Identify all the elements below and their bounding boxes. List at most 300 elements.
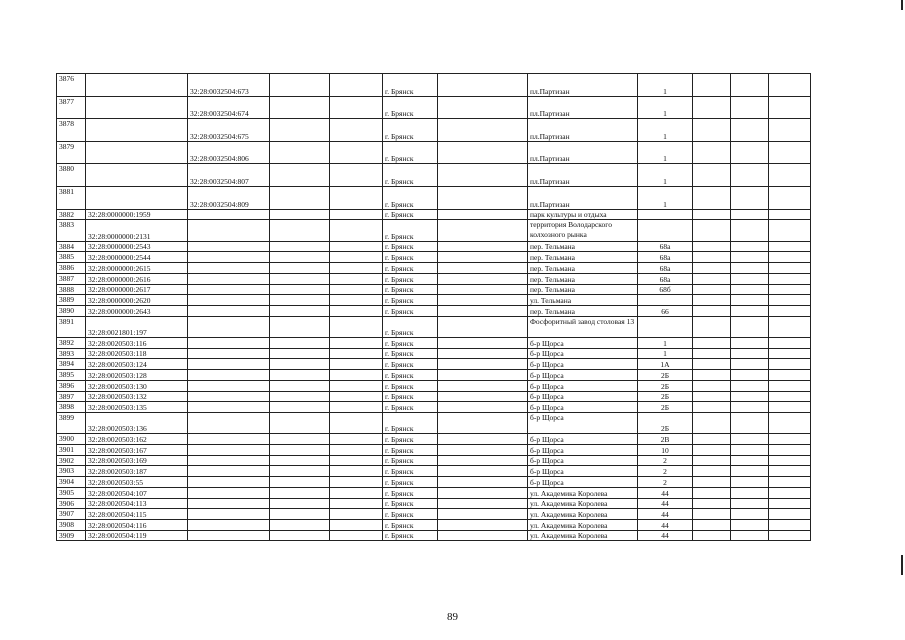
edge-mark-top-right bbox=[901, 0, 903, 10]
empty-cell bbox=[693, 434, 731, 445]
empty-cell bbox=[438, 141, 528, 164]
cadastral-number-alt-cell bbox=[188, 509, 270, 520]
street-cell: б-р Щорса bbox=[528, 380, 638, 391]
house-number-cell: 2Б bbox=[638, 391, 693, 402]
empty-cell bbox=[330, 498, 383, 509]
cadastral-number-cell: 32:28:0020503:162 bbox=[86, 434, 188, 445]
empty-cell bbox=[769, 380, 811, 391]
cadastral-number-cell: 32:28:0000000:2616 bbox=[86, 273, 188, 284]
empty-cell bbox=[769, 141, 811, 164]
empty-cell bbox=[330, 380, 383, 391]
row-number-cell: 3894 bbox=[57, 359, 86, 370]
empty-cell bbox=[731, 74, 769, 97]
empty-cell bbox=[438, 209, 528, 220]
table-row bbox=[57, 186, 811, 209]
city-cell: г. Брянск bbox=[383, 220, 438, 242]
row-number-cell: 3899 bbox=[57, 412, 86, 434]
empty-cell bbox=[769, 252, 811, 263]
street-cell: пер. Тельмана bbox=[528, 241, 638, 252]
street-cell: б-р Щорса bbox=[528, 359, 638, 370]
empty-cell bbox=[270, 209, 330, 220]
empty-cell bbox=[438, 487, 528, 498]
empty-cell bbox=[438, 519, 528, 530]
empty-cell bbox=[693, 164, 731, 187]
house-number-cell: 2Б bbox=[638, 380, 693, 391]
street-cell: б-р Щорса bbox=[528, 445, 638, 456]
table-row bbox=[57, 209, 811, 220]
empty-cell bbox=[769, 164, 811, 187]
empty-cell bbox=[731, 220, 769, 242]
empty-cell bbox=[731, 412, 769, 434]
empty-cell bbox=[438, 509, 528, 520]
empty-cell bbox=[270, 96, 330, 119]
empty-cell bbox=[270, 380, 330, 391]
cadastral-number-cell: 32:28:0000000:2131 bbox=[86, 220, 188, 242]
cadastral-number-cell: 32:28:0020504:115 bbox=[86, 509, 188, 520]
house-number-cell: 10 bbox=[638, 445, 693, 456]
city-cell: г. Брянск bbox=[383, 370, 438, 381]
row-number-cell: 3883 bbox=[57, 220, 86, 242]
empty-cell bbox=[769, 96, 811, 119]
empty-cell bbox=[438, 391, 528, 402]
empty-cell bbox=[270, 477, 330, 488]
empty-cell bbox=[438, 445, 528, 456]
table-row bbox=[57, 241, 811, 252]
house-number-cell: 44 bbox=[638, 498, 693, 509]
row-number-cell: 3880 bbox=[57, 164, 86, 187]
table-row bbox=[57, 487, 811, 498]
street-cell: территория Володарского колхозного рынка bbox=[528, 220, 638, 242]
empty-cell bbox=[330, 445, 383, 456]
empty-cell bbox=[438, 359, 528, 370]
cadastral-number-alt-cell: 32:28:0032504:807 bbox=[188, 164, 270, 187]
empty-cell bbox=[330, 455, 383, 466]
empty-cell bbox=[270, 434, 330, 445]
empty-cell bbox=[330, 509, 383, 520]
row-number-cell: 3884 bbox=[57, 241, 86, 252]
table-row bbox=[57, 380, 811, 391]
row-number-cell: 3896 bbox=[57, 380, 86, 391]
cadastral-number-alt-cell: 32:28:0032504:806 bbox=[188, 141, 270, 164]
cadastral-number-alt-cell bbox=[188, 220, 270, 242]
city-cell: г. Брянск bbox=[383, 519, 438, 530]
empty-cell bbox=[270, 445, 330, 456]
empty-cell bbox=[270, 487, 330, 498]
house-number-cell: 44 bbox=[638, 519, 693, 530]
empty-cell bbox=[330, 252, 383, 263]
street-cell: пер. Тельмана bbox=[528, 284, 638, 295]
row-number-cell: 3882 bbox=[57, 209, 86, 220]
house-number-cell: 44 bbox=[638, 509, 693, 520]
house-number-cell: 2Б bbox=[638, 412, 693, 434]
empty-cell bbox=[693, 241, 731, 252]
empty-cell bbox=[330, 477, 383, 488]
city-cell: г. Брянск bbox=[383, 380, 438, 391]
empty-cell bbox=[769, 209, 811, 220]
empty-cell bbox=[769, 487, 811, 498]
cadastral-number-cell bbox=[86, 141, 188, 164]
row-number-cell: 3888 bbox=[57, 284, 86, 295]
empty-cell bbox=[693, 477, 731, 488]
table-row bbox=[57, 434, 811, 445]
street-cell: ул. Академика Королева bbox=[528, 487, 638, 498]
street-cell: ул. Тельмана bbox=[528, 295, 638, 306]
cadastral-number-cell: 32:28:0020503:130 bbox=[86, 380, 188, 391]
empty-cell bbox=[330, 412, 383, 434]
empty-cell bbox=[731, 141, 769, 164]
empty-cell bbox=[270, 295, 330, 306]
cadastral-number-cell: 32:28:0020503:135 bbox=[86, 402, 188, 413]
empty-cell bbox=[270, 412, 330, 434]
house-number-cell bbox=[638, 209, 693, 220]
city-cell: г. Брянск bbox=[383, 445, 438, 456]
empty-cell bbox=[769, 455, 811, 466]
empty-cell bbox=[731, 241, 769, 252]
city-cell: г. Брянск bbox=[383, 487, 438, 498]
empty-cell bbox=[731, 295, 769, 306]
empty-cell bbox=[731, 348, 769, 359]
cadastral-number-alt-cell bbox=[188, 338, 270, 349]
city-cell: г. Брянск bbox=[383, 509, 438, 520]
table-row bbox=[57, 348, 811, 359]
city-cell: г. Брянск bbox=[383, 74, 438, 97]
cadastral-number-alt-cell bbox=[188, 370, 270, 381]
table-row bbox=[57, 455, 811, 466]
empty-cell bbox=[731, 370, 769, 381]
empty-cell bbox=[438, 455, 528, 466]
row-number-cell: 3879 bbox=[57, 141, 86, 164]
cadastral-number-cell: 32:28:0020504:119 bbox=[86, 530, 188, 541]
empty-cell bbox=[438, 316, 528, 338]
empty-cell bbox=[769, 295, 811, 306]
row-number-cell: 3878 bbox=[57, 119, 86, 142]
table-body bbox=[57, 74, 811, 541]
row-number-cell: 3903 bbox=[57, 466, 86, 477]
table-row bbox=[57, 338, 811, 349]
street-cell: пер. Тельмана bbox=[528, 273, 638, 284]
row-number-cell: 3892 bbox=[57, 338, 86, 349]
city-cell: г. Брянск bbox=[383, 498, 438, 509]
street-cell: парк культуры и отдыха bbox=[528, 209, 638, 220]
empty-cell bbox=[731, 209, 769, 220]
empty-cell bbox=[438, 295, 528, 306]
row-number-cell: 3893 bbox=[57, 348, 86, 359]
empty-cell bbox=[693, 252, 731, 263]
city-cell: г. Брянск bbox=[383, 263, 438, 274]
cadastral-number-alt-cell bbox=[188, 466, 270, 477]
row-number-cell: 3895 bbox=[57, 370, 86, 381]
house-number-cell bbox=[638, 295, 693, 306]
empty-cell bbox=[330, 466, 383, 477]
house-number-cell: 1 bbox=[638, 164, 693, 187]
empty-cell bbox=[330, 241, 383, 252]
city-cell: г. Брянск bbox=[383, 305, 438, 316]
empty-cell bbox=[693, 391, 731, 402]
empty-cell bbox=[693, 141, 731, 164]
empty-cell bbox=[270, 263, 330, 274]
row-number-cell: 3898 bbox=[57, 402, 86, 413]
table-row bbox=[57, 359, 811, 370]
cadastral-number-alt-cell bbox=[188, 348, 270, 359]
street-cell: пл.Партизан bbox=[528, 141, 638, 164]
house-number-cell: 68а bbox=[638, 252, 693, 263]
row-number-cell: 3889 bbox=[57, 295, 86, 306]
empty-cell bbox=[438, 498, 528, 509]
cadastral-number-alt-cell bbox=[188, 295, 270, 306]
empty-cell bbox=[769, 273, 811, 284]
empty-cell bbox=[693, 530, 731, 541]
table-row bbox=[57, 530, 811, 541]
street-cell: пл.Партизан bbox=[528, 164, 638, 187]
empty-cell bbox=[330, 284, 383, 295]
house-number-cell: 1 bbox=[638, 96, 693, 119]
city-cell: г. Брянск bbox=[383, 402, 438, 413]
house-number-cell: 1 bbox=[638, 74, 693, 97]
empty-cell bbox=[731, 252, 769, 263]
cadastral-number-cell: 32:28:0020504:113 bbox=[86, 498, 188, 509]
cadastral-number-cell bbox=[86, 164, 188, 187]
empty-cell bbox=[769, 74, 811, 97]
empty-cell bbox=[731, 359, 769, 370]
empty-cell bbox=[438, 263, 528, 274]
empty-cell bbox=[270, 220, 330, 242]
empty-cell bbox=[438, 348, 528, 359]
cadastral-number-alt-cell bbox=[188, 273, 270, 284]
empty-cell bbox=[330, 263, 383, 274]
cadastral-number-cell bbox=[86, 96, 188, 119]
cadastral-number-cell: 32:28:0000000:2620 bbox=[86, 295, 188, 306]
empty-cell bbox=[330, 487, 383, 498]
street-cell: ул. Академика Королева bbox=[528, 519, 638, 530]
empty-cell bbox=[731, 455, 769, 466]
empty-cell bbox=[731, 186, 769, 209]
empty-cell bbox=[330, 519, 383, 530]
house-number-cell: 66 bbox=[638, 305, 693, 316]
city-cell: г. Брянск bbox=[383, 412, 438, 434]
empty-cell bbox=[693, 209, 731, 220]
empty-cell bbox=[769, 519, 811, 530]
city-cell: г. Брянск bbox=[383, 338, 438, 349]
empty-cell bbox=[731, 164, 769, 187]
empty-cell bbox=[693, 445, 731, 456]
table-row bbox=[57, 141, 811, 164]
empty-cell bbox=[438, 252, 528, 263]
city-cell: г. Брянск bbox=[383, 186, 438, 209]
city-cell: г. Брянск bbox=[383, 284, 438, 295]
empty-cell bbox=[693, 380, 731, 391]
table-row bbox=[57, 74, 811, 97]
empty-cell bbox=[270, 305, 330, 316]
cadastral-number-cell bbox=[86, 186, 188, 209]
house-number-cell: 1 bbox=[638, 186, 693, 209]
empty-cell bbox=[330, 402, 383, 413]
cadastral-number-alt-cell bbox=[188, 284, 270, 295]
cadastral-number-alt-cell bbox=[188, 455, 270, 466]
cadastral-number-alt-cell bbox=[188, 434, 270, 445]
empty-cell bbox=[693, 455, 731, 466]
cadastral-number-cell: 32:28:0000000:2615 bbox=[86, 263, 188, 274]
empty-cell bbox=[693, 186, 731, 209]
cadastral-number-cell: 32:28:0021801:197 bbox=[86, 316, 188, 338]
cadastral-number-cell: 32:28:0020504:107 bbox=[86, 487, 188, 498]
cadastral-number-alt-cell: 32:28:0032504:674 bbox=[188, 96, 270, 119]
city-cell: г. Брянск bbox=[383, 295, 438, 306]
empty-cell bbox=[438, 220, 528, 242]
empty-cell bbox=[731, 263, 769, 274]
house-number-cell: 2Б bbox=[638, 402, 693, 413]
street-cell: пл.Партизан bbox=[528, 119, 638, 142]
empty-cell bbox=[731, 316, 769, 338]
empty-cell bbox=[330, 119, 383, 142]
cadastral-number-alt-cell bbox=[188, 241, 270, 252]
empty-cell bbox=[270, 466, 330, 477]
row-number-cell: 3881 bbox=[57, 186, 86, 209]
cadastral-number-cell: 32:28:0000000:2543 bbox=[86, 241, 188, 252]
empty-cell bbox=[693, 519, 731, 530]
cadastral-number-cell: 32:28:0020503:169 bbox=[86, 455, 188, 466]
empty-cell bbox=[731, 338, 769, 349]
cadastral-number-cell: 32:28:0020503:187 bbox=[86, 466, 188, 477]
empty-cell bbox=[731, 466, 769, 477]
street-cell: б-р Щорса bbox=[528, 402, 638, 413]
empty-cell bbox=[769, 530, 811, 541]
city-cell: г. Брянск bbox=[383, 434, 438, 445]
empty-cell bbox=[438, 305, 528, 316]
house-number-cell bbox=[638, 316, 693, 338]
city-cell: г. Брянск bbox=[383, 241, 438, 252]
row-number-cell: 3890 bbox=[57, 305, 86, 316]
empty-cell bbox=[693, 295, 731, 306]
street-cell: пл.Партизан bbox=[528, 74, 638, 97]
empty-cell bbox=[270, 530, 330, 541]
table-row bbox=[57, 477, 811, 488]
empty-cell bbox=[693, 412, 731, 434]
empty-cell bbox=[693, 316, 731, 338]
empty-cell bbox=[693, 338, 731, 349]
empty-cell bbox=[438, 284, 528, 295]
empty-cell bbox=[693, 487, 731, 498]
empty-cell bbox=[731, 519, 769, 530]
street-cell: б-р Щорса bbox=[528, 348, 638, 359]
row-number-cell: 3887 bbox=[57, 273, 86, 284]
empty-cell bbox=[270, 509, 330, 520]
house-number-cell: 44 bbox=[638, 530, 693, 541]
cadastral-number-cell: 32:28:0020503:55 bbox=[86, 477, 188, 488]
empty-cell bbox=[769, 445, 811, 456]
cadastral-number-alt-cell: 32:28:0032504:675 bbox=[188, 119, 270, 142]
row-number-cell: 3877 bbox=[57, 96, 86, 119]
empty-cell bbox=[438, 434, 528, 445]
cadastral-number-alt-cell bbox=[188, 477, 270, 488]
street-cell: б-р Щорса bbox=[528, 391, 638, 402]
empty-cell bbox=[769, 391, 811, 402]
empty-cell bbox=[769, 434, 811, 445]
empty-cell bbox=[769, 241, 811, 252]
empty-cell bbox=[270, 455, 330, 466]
empty-cell bbox=[731, 284, 769, 295]
empty-cell bbox=[438, 402, 528, 413]
city-cell: г. Брянск bbox=[383, 530, 438, 541]
city-cell: г. Брянск bbox=[383, 96, 438, 119]
cadastral-number-cell: 32:28:0000000:2617 bbox=[86, 284, 188, 295]
empty-cell bbox=[693, 273, 731, 284]
empty-cell bbox=[769, 466, 811, 477]
empty-cell bbox=[731, 445, 769, 456]
page-number: 89 bbox=[447, 611, 458, 623]
cadastral-number-alt-cell bbox=[188, 252, 270, 263]
cadastral-number-alt-cell bbox=[188, 487, 270, 498]
city-cell: г. Брянск bbox=[383, 466, 438, 477]
edge-mark-right bbox=[901, 555, 903, 575]
empty-cell bbox=[731, 530, 769, 541]
cadastral-number-alt-cell bbox=[188, 359, 270, 370]
house-number-cell: 2 bbox=[638, 455, 693, 466]
empty-cell bbox=[270, 186, 330, 209]
street-cell: пер. Тельмана bbox=[528, 263, 638, 274]
empty-cell bbox=[270, 402, 330, 413]
table-row bbox=[57, 509, 811, 520]
street-cell: пер. Тельмана bbox=[528, 305, 638, 316]
empty-cell bbox=[330, 434, 383, 445]
row-number-cell: 3906 bbox=[57, 498, 86, 509]
empty-cell bbox=[330, 273, 383, 284]
empty-cell bbox=[769, 284, 811, 295]
street-cell: пл.Партизан bbox=[528, 96, 638, 119]
city-cell: г. Брянск bbox=[383, 209, 438, 220]
table-row bbox=[57, 519, 811, 530]
cadastral-number-cell bbox=[86, 119, 188, 142]
cadastral-number-alt-cell bbox=[188, 519, 270, 530]
empty-cell bbox=[438, 412, 528, 434]
cadastral-number-cell: 32:28:0020503:116 bbox=[86, 338, 188, 349]
empty-cell bbox=[693, 348, 731, 359]
empty-cell bbox=[438, 338, 528, 349]
empty-cell bbox=[270, 359, 330, 370]
empty-cell bbox=[731, 402, 769, 413]
table-row bbox=[57, 164, 811, 187]
empty-cell bbox=[731, 305, 769, 316]
table-row bbox=[57, 96, 811, 119]
empty-cell bbox=[270, 164, 330, 187]
house-number-cell bbox=[638, 220, 693, 242]
empty-cell bbox=[270, 348, 330, 359]
cadastral-number-alt-cell bbox=[188, 445, 270, 456]
empty-cell bbox=[330, 295, 383, 306]
empty-cell bbox=[438, 273, 528, 284]
empty-cell bbox=[693, 370, 731, 381]
empty-cell bbox=[769, 498, 811, 509]
empty-cell bbox=[438, 164, 528, 187]
cadastral-number-alt-cell bbox=[188, 412, 270, 434]
empty-cell bbox=[731, 391, 769, 402]
empty-cell bbox=[769, 119, 811, 142]
house-number-cell: 1 bbox=[638, 141, 693, 164]
empty-cell bbox=[330, 370, 383, 381]
empty-cell bbox=[270, 273, 330, 284]
cadastral-number-cell: 32:28:0020503:128 bbox=[86, 370, 188, 381]
row-number-cell: 3876 bbox=[57, 74, 86, 97]
street-cell: пер. Тельмана bbox=[528, 252, 638, 263]
empty-cell bbox=[438, 370, 528, 381]
house-number-cell: 1 bbox=[638, 348, 693, 359]
street-cell: б-р Щорса bbox=[528, 412, 638, 434]
table-row bbox=[57, 445, 811, 456]
empty-cell bbox=[270, 141, 330, 164]
empty-cell bbox=[769, 348, 811, 359]
row-number-cell: 3897 bbox=[57, 391, 86, 402]
city-cell: г. Брянск bbox=[383, 359, 438, 370]
empty-cell bbox=[693, 305, 731, 316]
